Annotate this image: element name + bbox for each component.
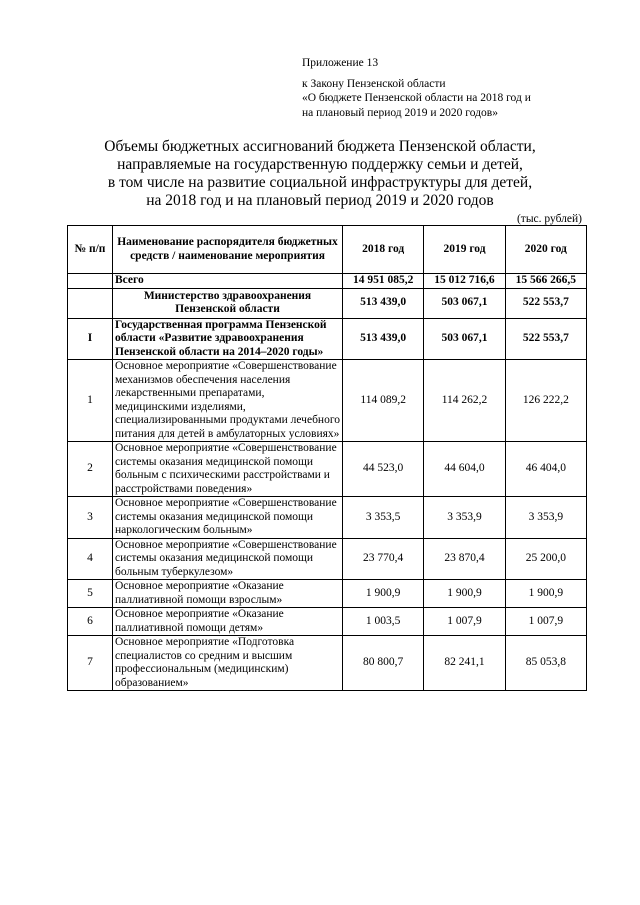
row-2020: 15 566 266,5: [505, 274, 586, 289]
row-2019: 114 262,2: [424, 360, 505, 442]
title-line-1: Объемы бюджетных ассигнований бюджета Пензенской области,: [104, 138, 536, 155]
row-2020: 3 353,9: [505, 497, 586, 539]
row-2020: 1 007,9: [505, 608, 586, 636]
row-num: 5: [68, 580, 113, 608]
table-row: [68, 360, 587, 442]
row-2019: 15 012 716,6: [424, 274, 505, 289]
units-label: (тыс. рублей): [516, 213, 582, 225]
row-num: 3: [68, 497, 113, 539]
row-2018: 513 439,0: [343, 318, 424, 360]
row-2020: 85 053,8: [505, 636, 586, 691]
appendix-line-2: «О бюджете Пензенской области на 2018 год и: [302, 92, 531, 104]
table-row: [68, 608, 587, 636]
title-line-3: в том числе на развитие социальной инфраструктуры для детей,: [107, 174, 533, 191]
header-2019: 2019 год: [424, 226, 505, 274]
appendix-line-3: на плановый период 2019 и 2020 годов»: [302, 106, 498, 119]
row-2019: 503 067,1: [424, 318, 505, 360]
row-2019: 82 241,1: [424, 636, 505, 691]
appendix-header: [302, 56, 602, 120]
row-2019: 23 870,4: [424, 538, 505, 580]
table-row-total: [68, 274, 587, 289]
table-row: [68, 636, 587, 691]
row-name: Основное мероприятие «Подготовка специалистов со средним и высшим профессиональным (медицинским) образованием»: [113, 636, 343, 691]
row-name: Основное мероприятие «Совершенствование системы оказания медицинской помощи больным с психическими расстройствами и расстройствами поведения»: [113, 442, 343, 497]
row-2019: 1 900,9: [424, 580, 505, 608]
header-2018: 2018 год: [343, 226, 424, 274]
row-2020: 522 553,7: [505, 288, 586, 318]
row-2018: 80 800,7: [343, 636, 424, 691]
row-2018: 513 439,0: [343, 288, 424, 318]
table-row: [68, 442, 587, 497]
row-num: 2: [68, 442, 113, 497]
appendix-line-1: к Закону Пензенской области: [302, 77, 446, 90]
table-row-program: [68, 318, 587, 360]
row-name: Государственная программа Пензенской области «Развитие здравоохранения Пензенской области на 2014–2020 годы»: [113, 318, 343, 360]
row-2020: 46 404,0: [505, 442, 586, 497]
row-2018: 1 003,5: [343, 608, 424, 636]
row-name: Основное мероприятие «Совершенствование системы оказания медицинской помощи наркологическим больным»: [113, 497, 343, 539]
row-num: 6: [68, 608, 113, 636]
row-num: [68, 288, 113, 318]
row-2018: 114 089,2: [343, 360, 424, 442]
row-name: Министерство здравоохранения Пензенской области: [113, 288, 343, 318]
appendix-title: Приложение 13: [302, 57, 379, 69]
row-num: [68, 274, 113, 289]
table-row-ministry: [68, 288, 587, 318]
budget-table: [67, 225, 587, 691]
row-num: 1: [68, 360, 113, 442]
row-name: Основное мероприятие «Совершенствование механизмов обеспечения населения лекарственными препаратами, медицинскими изделиями, специализированными продуктами лечебного питания для детей в амбулаторных условиях»: [113, 360, 343, 442]
table-header-row: [68, 226, 587, 274]
row-name: Основное мероприятие «Оказание паллиативной помощи взрослым»: [113, 580, 343, 608]
table-row: [68, 497, 587, 539]
row-2020: 522 553,7: [505, 318, 586, 360]
table-row: [68, 580, 587, 608]
row-2020: 25 200,0: [505, 538, 586, 580]
row-2020: 1 900,9: [505, 580, 586, 608]
row-2019: 3 353,9: [424, 497, 505, 539]
title-line-2: направляемые на государственную поддержку семьи и детей,: [117, 156, 523, 173]
row-2018: 3 353,5: [343, 497, 424, 539]
row-num: 4: [68, 538, 113, 580]
header-name: Наименование распорядителя бюджетных средств / наименование мероприятия: [113, 226, 343, 274]
table-row: [68, 538, 587, 580]
row-num: 7: [68, 636, 113, 691]
row-2018: 14 951 085,2: [343, 274, 424, 289]
row-2018: 1 900,9: [343, 580, 424, 608]
row-2018: 23 770,4: [343, 538, 424, 580]
title-line-4: на 2018 год и на плановый период 2019 и 2020 годов: [146, 192, 494, 209]
header-2020: 2020 год: [505, 226, 586, 274]
row-name: Всего: [113, 274, 343, 289]
row-num: I: [68, 318, 113, 360]
row-2018: 44 523,0: [343, 442, 424, 497]
row-name: Основное мероприятие «Совершенствование системы оказания медицинской помощи больным туберкулезом»: [113, 538, 343, 580]
header-num: № п/п: [68, 226, 113, 274]
row-2020: 126 222,2: [505, 360, 586, 442]
row-2019: 44 604,0: [424, 442, 505, 497]
row-2019: 1 007,9: [424, 608, 505, 636]
row-2019: 503 067,1: [424, 288, 505, 318]
row-name: Основное мероприятие «Оказание паллиативной помощи детям»: [113, 608, 343, 636]
document-title: [60, 138, 580, 210]
